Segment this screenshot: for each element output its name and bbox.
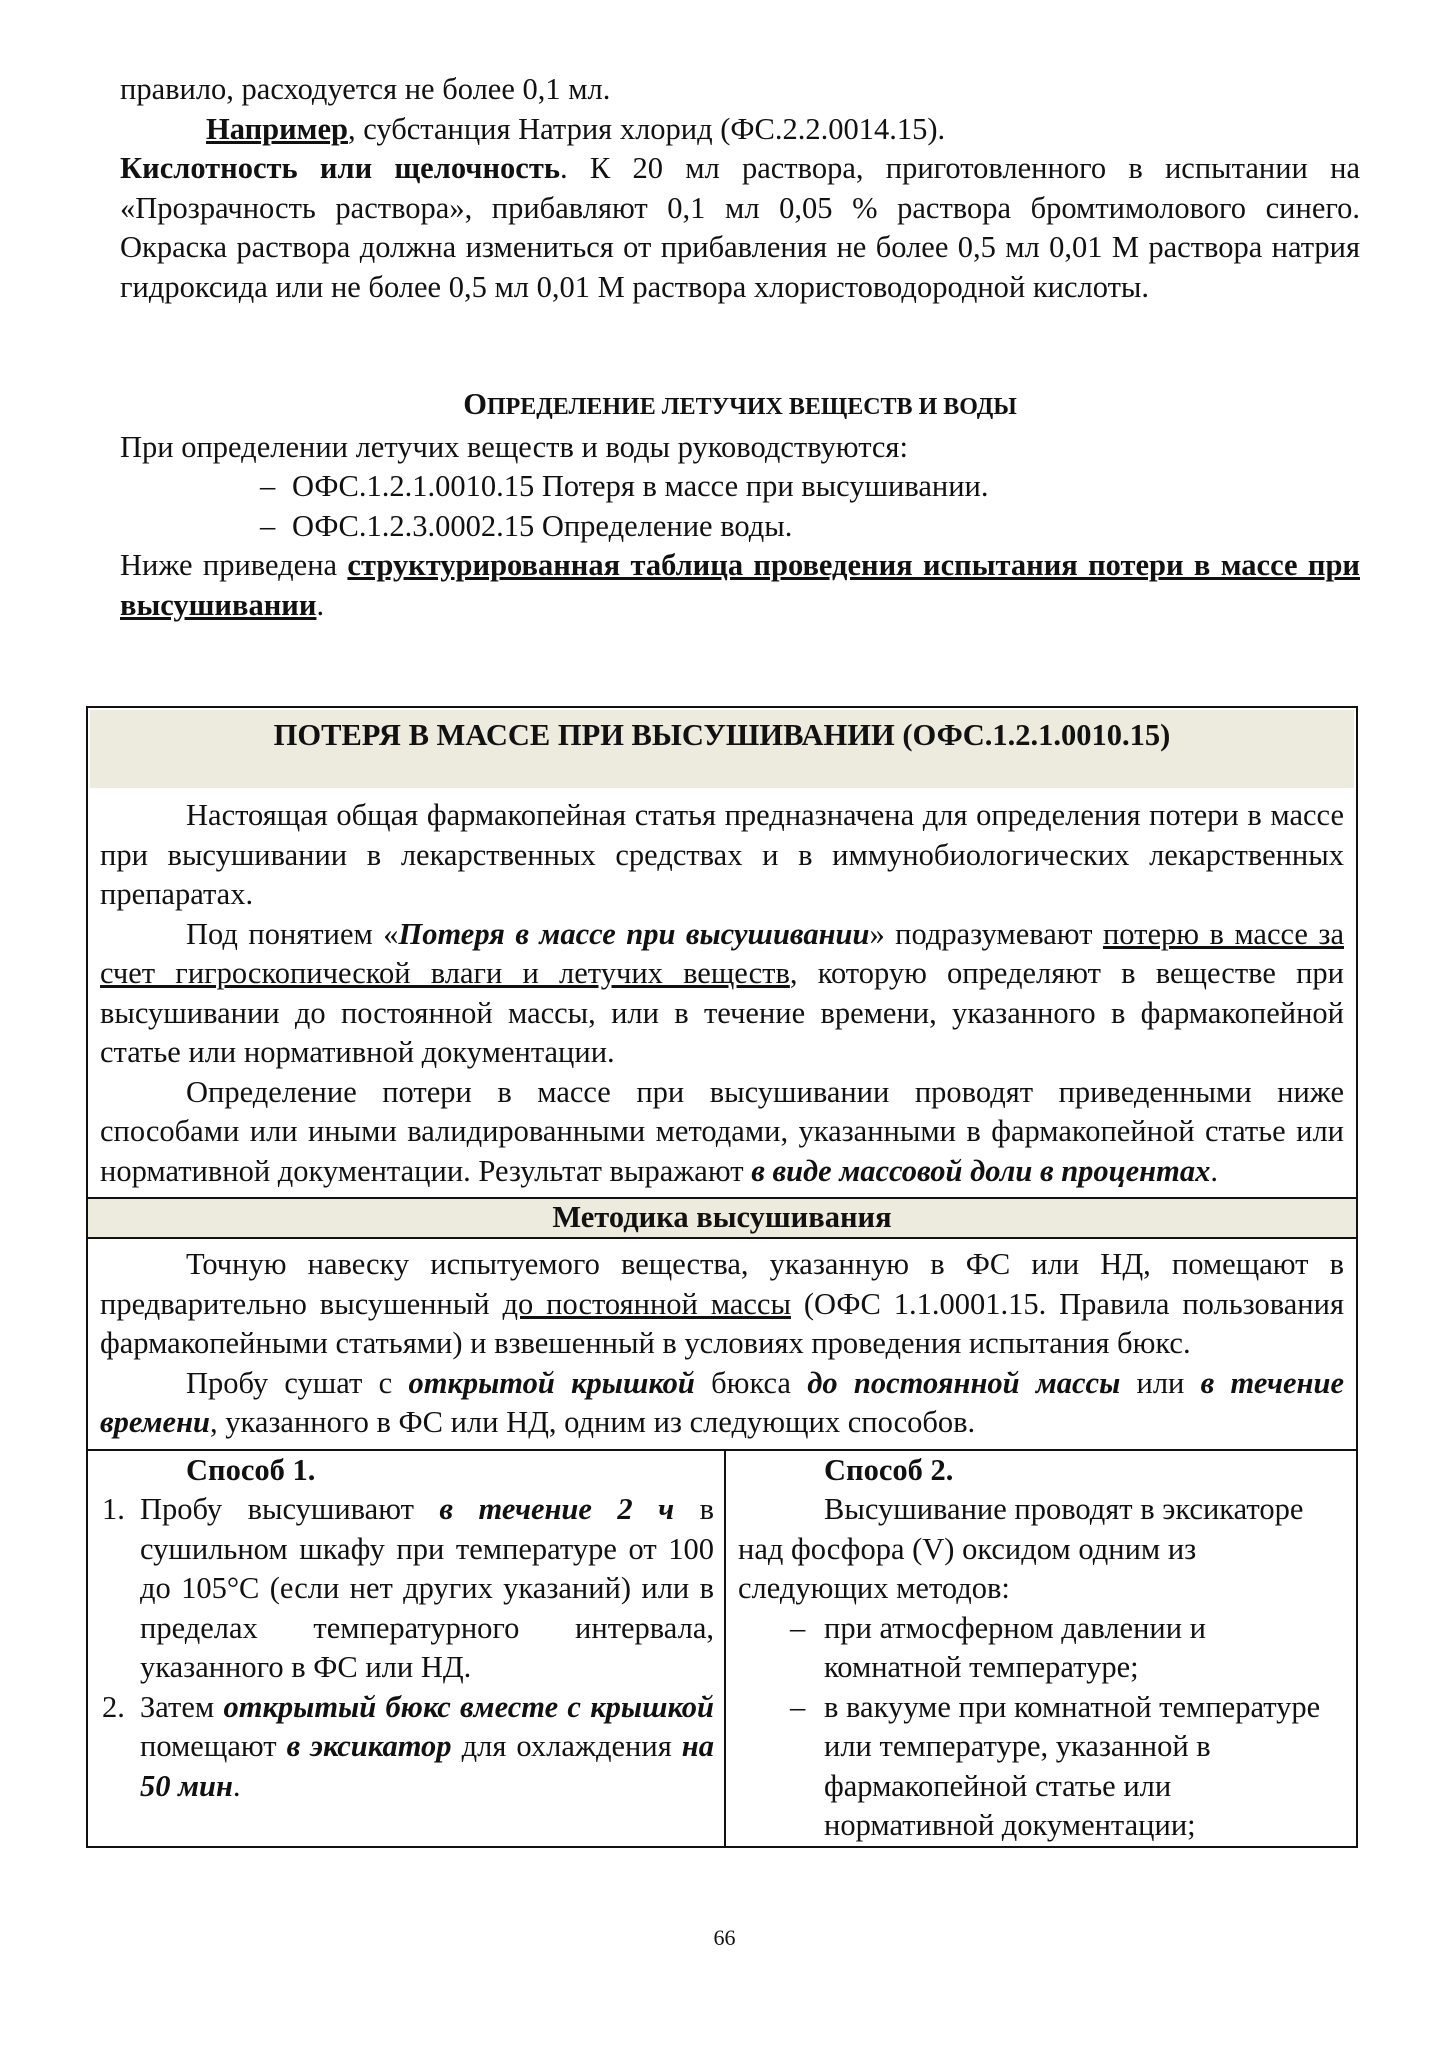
method-1-cell [88,1451,726,1846]
term: Потеря в массе при высушивании [398,916,870,951]
intro-line: правило, расходуется не более 0,1 мл. [120,72,611,106]
example-text: , субстанция Натрия хлорид (ФС.2.2.0014.15). [347,111,946,146]
table-intro-cell [88,790,1356,1197]
example-paragraph [120,110,1360,150]
method-heading: Методика высушивания [88,1197,1356,1239]
acidity-label: Кислотность или щелочность [120,151,560,185]
method-cell [88,1239,1356,1449]
list-item: – в вакууме при комнатной температуре или температуре, указанной в фармакопейной статье или нормативной документации; [738,1688,1346,1846]
method-2-lead: Высушивание проводят в эксикаторе над фосфора (V) оксидом одним из следующих методов: [738,1492,1304,1605]
list-item: – при атмосферном давлении и комнатной температуре; [738,1609,1346,1688]
method-paragraph-1: Точную навеску испытуемого вещества, указанную в ФС или НД, помещают в предварительно высушенный до постоянной массы (ОФС 1.1.0001.15. Правила пользования фармакопейными статьями) и взвешенный в условиях проведения испытания бюкс. [100,1247,1344,1360]
method-1-title: Способ 1. [186,1452,316,1487]
underlined-definition: потерю в массе за счет гигроскопической влаги и летучих веществ [100,916,1344,990]
box-paragraph-3: Определение потери в массе при высушивании проводят приведенными ниже способами или иными валидированными методами, указанными в фармакопейной статье или нормативной документации. Результат выражают в виде массовой доли в процентах. [100,1074,1344,1188]
methods-columns [88,1449,1356,1846]
page-number: 66 [713,1925,736,1950]
method-1-steps [100,1490,714,1806]
reference-list [120,467,1360,546]
list-item: 2. Затем открытый бюкс вместе с крышкой помещают в эксикатор для охлаждения на 50 мин. [102,1689,714,1803]
section-heading: ОПРЕДЕЛЕНИЕ ЛЕТУЧИХ ВЕЩЕСТВ И ВОДЫ [463,387,1017,421]
method-2-title: Способ 2. [824,1452,954,1487]
list-item: – ОФС.1.2.3.0002.15 Определение воды. [120,507,1360,547]
method-2-cell [726,1451,1356,1846]
section-lead: При определении летучих веществ и воды руководствуются: [120,429,908,464]
box-paragraph-1: Настоящая общая фармакопейная статья предназначена для определения потери в массе при высушивании в лекарственных средствах и в иммунобиологических лекарственных препаратах. [100,798,1344,911]
example-label: Например [206,111,348,146]
table-title: ПОТЕРЯ В МАССЕ ПРИ ВЫСУШИВАНИИ (ОФС.1.2.1.0010.15) [90,710,1354,788]
table-intro-bold: структурированная таблица проведения испытания потери в массе при высушивании [120,548,1360,622]
acidity-text: . К 20 мл раствора, приготовленного в испытании на «Прозрачность раствора», прибавляют 0,1 мл 0,05 % раствора бромтимолового синего. Окраска раствора должна измениться от прибавления не более 0,5 мл 0,01 М раствора натрия гидроксида или не более 0,5 мл 0,01 М раствора хлористоводородной кислоты. [120,151,1360,304]
table-intro: Ниже приведена структурированная таблица проведения испытания потери в массе при высушивании. [120,548,1360,622]
list-item: 1. Пробу высушивают в течение 2 ч в сушильном шкафу при температуре от 100 до 105°С (если нет других указаний) или в пределах температурного интервала, указанного в ФС или НД. [102,1492,715,1684]
method-paragraph-2: Пробу сушат с открытой крышкой бюкса до постоянной массы или в течение времени, указанного в ФС или НД, одним из следующих способов. [100,1365,1344,1439]
box-paragraph-2: Под понятием «Потеря в массе при высушивании» подразумевают потерю в массе за счет гигроскопической влаги и летучих веществ, которую определяют в веществе при высушивании до постоянной массы, или в течение времени, указанного в фармакопейной статье или нормативной документации. [100,916,1344,1069]
list-item: – ОФС.1.2.1.0010.15 Потеря в массе при высушивании. [120,467,1360,507]
structured-table [86,706,1358,1848]
page-top-text [120,70,1360,625]
acidity-paragraph [120,149,1360,307]
method-2-options [738,1609,1346,1846]
